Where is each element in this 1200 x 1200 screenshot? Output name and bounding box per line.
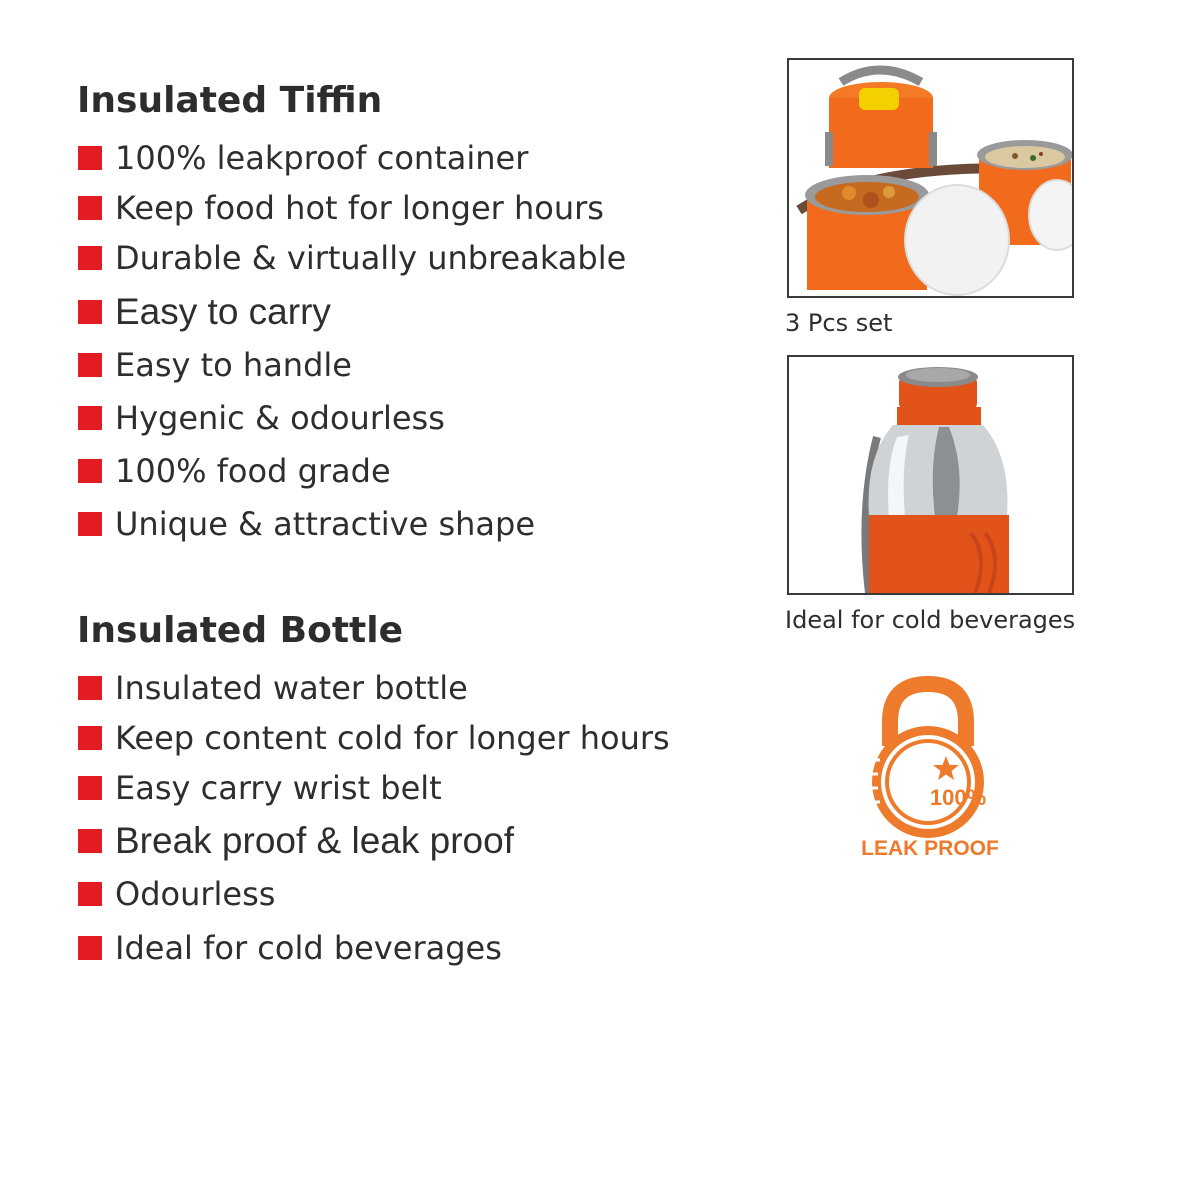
bullet-square-icon: [78, 676, 102, 700]
list-item: [78, 399, 445, 437]
list-item: [78, 669, 468, 707]
feature-text: 100% leakproof container: [115, 139, 529, 177]
list-item: [78, 291, 331, 333]
bullet-square-icon: [78, 196, 102, 220]
bullet-square-icon: [78, 726, 102, 750]
bottle-image-caption: Ideal for cold beverages: [785, 606, 1076, 634]
bottle-image: [787, 355, 1074, 595]
list-item: [78, 719, 670, 757]
feature-text: Easy carry wrist belt: [115, 769, 442, 807]
bullet-square-icon: [78, 353, 102, 377]
badge-percent: 100%: [929, 785, 987, 810]
bottle-illustration: [789, 357, 1072, 593]
badge-label: LEAK PROOF: [861, 837, 999, 860]
list-item: [78, 875, 275, 913]
bullet-square-icon: [78, 882, 102, 906]
feature-text: Odourless: [115, 875, 276, 913]
list-item: [78, 505, 535, 543]
tiffin-image-caption: 3 Pcs set: [785, 309, 893, 337]
bullet-square-icon: [78, 459, 102, 483]
tiffin-set-image: [787, 58, 1074, 298]
list-item: [78, 346, 352, 384]
feature-text: Insulated water bottle: [115, 669, 468, 707]
list-item: [78, 452, 391, 490]
list-item: [78, 929, 502, 967]
padlock-icon: [850, 670, 1010, 870]
list-item: [78, 820, 514, 862]
bullet-square-icon: [78, 936, 102, 960]
bullet-square-icon: [78, 776, 102, 800]
feature-text: Unique & attractive shape: [115, 505, 536, 543]
tiffin-section-title: Insulated Tiffin: [77, 80, 383, 121]
bullet-square-icon: [78, 406, 102, 430]
list-item: [78, 239, 626, 277]
feature-text: Break proof & leak proof: [115, 820, 514, 861]
bullet-square-icon: [78, 829, 102, 853]
feature-text: Easy to handle: [115, 346, 352, 384]
list-item: [78, 189, 604, 227]
feature-text: Keep content cold for longer hours: [115, 719, 670, 757]
bottle-section-title: Insulated Bottle: [77, 610, 403, 651]
leak-proof-badge: [850, 670, 1010, 870]
bullet-square-icon: [78, 246, 102, 270]
tiffin-illustration: [789, 60, 1072, 296]
feature-text: 100% food grade: [115, 452, 391, 490]
feature-text: Ideal for cold beverages: [115, 929, 502, 967]
feature-text: Durable & virtually unbreakable: [115, 239, 627, 277]
bullet-square-icon: [78, 300, 102, 324]
list-item: [78, 769, 442, 807]
list-item: [78, 139, 528, 177]
feature-text: Keep food hot for longer hours: [115, 189, 604, 227]
bullet-square-icon: [78, 512, 102, 536]
feature-text: Easy to carry: [115, 291, 331, 332]
feature-text: Hygenic & odourless: [115, 399, 445, 437]
bullet-square-icon: [78, 146, 102, 170]
